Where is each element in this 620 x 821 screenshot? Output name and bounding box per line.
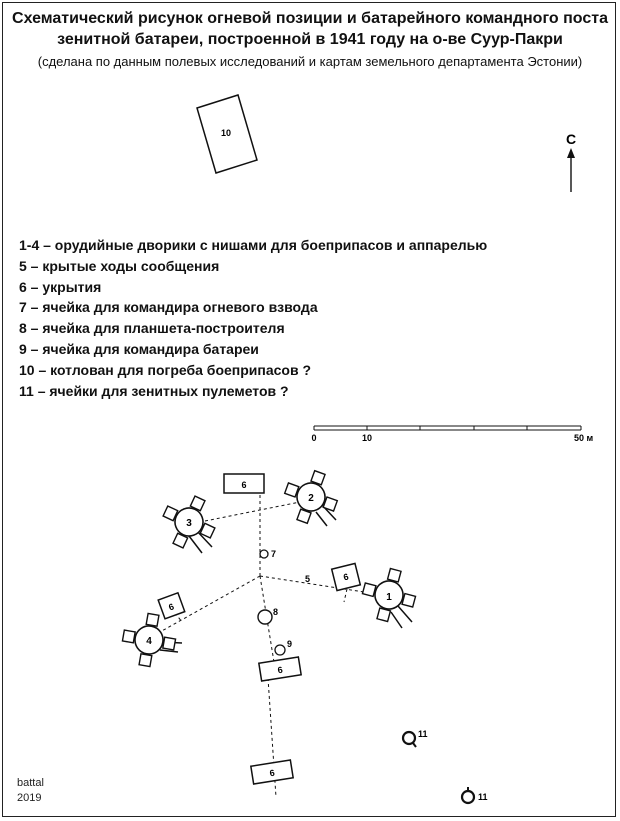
shelter-lower-label: 6	[276, 664, 284, 676]
gun-emplacement-1	[357, 563, 421, 628]
gun-2-label: 2	[308, 493, 314, 504]
mg-cell-lower	[462, 787, 488, 803]
pit-10-label: 10	[220, 128, 232, 138]
legend-item-mg-11: 11 – ячейки для зенитных пулеметов ?	[19, 382, 289, 399]
legend-item-pit-10: 10 – котлован для погреба боеприпасов ?	[19, 361, 312, 378]
trench-label-5: 5	[305, 574, 311, 584]
scale-label-50: 50 м	[574, 433, 594, 443]
legend-item-shelters: 6 – укрытия	[19, 278, 102, 295]
shelter-top-label: 6	[241, 480, 247, 490]
shelter-left	[158, 593, 185, 619]
legend-item-cell-8: 8 – ячейка для планшета-построителя	[19, 320, 285, 337]
gun-1-label: 1	[386, 592, 392, 603]
shelter-right-label: 6	[342, 571, 350, 583]
shelter-right	[332, 563, 361, 590]
legend-item-cell-7: 7 – ячейка для командира огневого взвода	[19, 299, 318, 316]
legend-item-trenches: 5 – крытые ходы сообщения	[19, 257, 220, 274]
cell-9-label: 9	[287, 639, 293, 649]
mg-cell-upper	[403, 729, 428, 747]
trench-gun-3-to-2	[205, 502, 300, 521]
scale-label-10: 10	[361, 433, 373, 443]
author-name: battal	[17, 777, 44, 789]
shelter-bottom	[251, 760, 293, 784]
shelter-lower	[259, 657, 301, 681]
title-line-2: зенитной батареи, построенной в 1941 году на о-ве Суур-Пакри	[57, 31, 563, 48]
north-label: С	[565, 131, 577, 147]
pit-10	[197, 95, 257, 173]
cell-7-label: 7	[271, 549, 277, 559]
gun-emplacement-3	[154, 487, 223, 556]
north-arrow	[566, 131, 576, 192]
scale-label-0: 0	[311, 433, 317, 443]
cell-7	[260, 549, 276, 559]
gun-emplacement-4	[119, 610, 182, 670]
shelter-bottom-label: 6	[268, 767, 276, 779]
cell-9	[275, 639, 292, 655]
cell-8	[258, 607, 278, 624]
shelter-left-label: 6	[167, 601, 176, 613]
mg-cell-lower-label: 11	[478, 792, 488, 802]
mg-cell-upper-label: 11	[418, 729, 428, 739]
gun-emplacement-2	[278, 464, 345, 531]
gun-4-label: 4	[146, 636, 152, 647]
trench-spur-shelter-right	[344, 589, 347, 602]
cell-8-label: 8	[273, 607, 279, 617]
scale-bar	[311, 426, 593, 443]
title-line-1: Схематический рисунок огневой позиции и батарейного командного поста	[12, 10, 608, 27]
shelter-top	[224, 474, 264, 493]
gun-3-label: 3	[186, 518, 192, 529]
subtitle: (сделана по данным полевых исследований и картам земельного департамента Эстонии)	[37, 54, 583, 69]
author-year: 2019	[17, 792, 42, 804]
legend-item-cell-9: 9 – ячейка для командира батареи	[19, 340, 259, 357]
legend-item-guns: 1-4 – орудийные дворики с нишами для боеприпасов и аппарелью	[19, 237, 488, 253]
